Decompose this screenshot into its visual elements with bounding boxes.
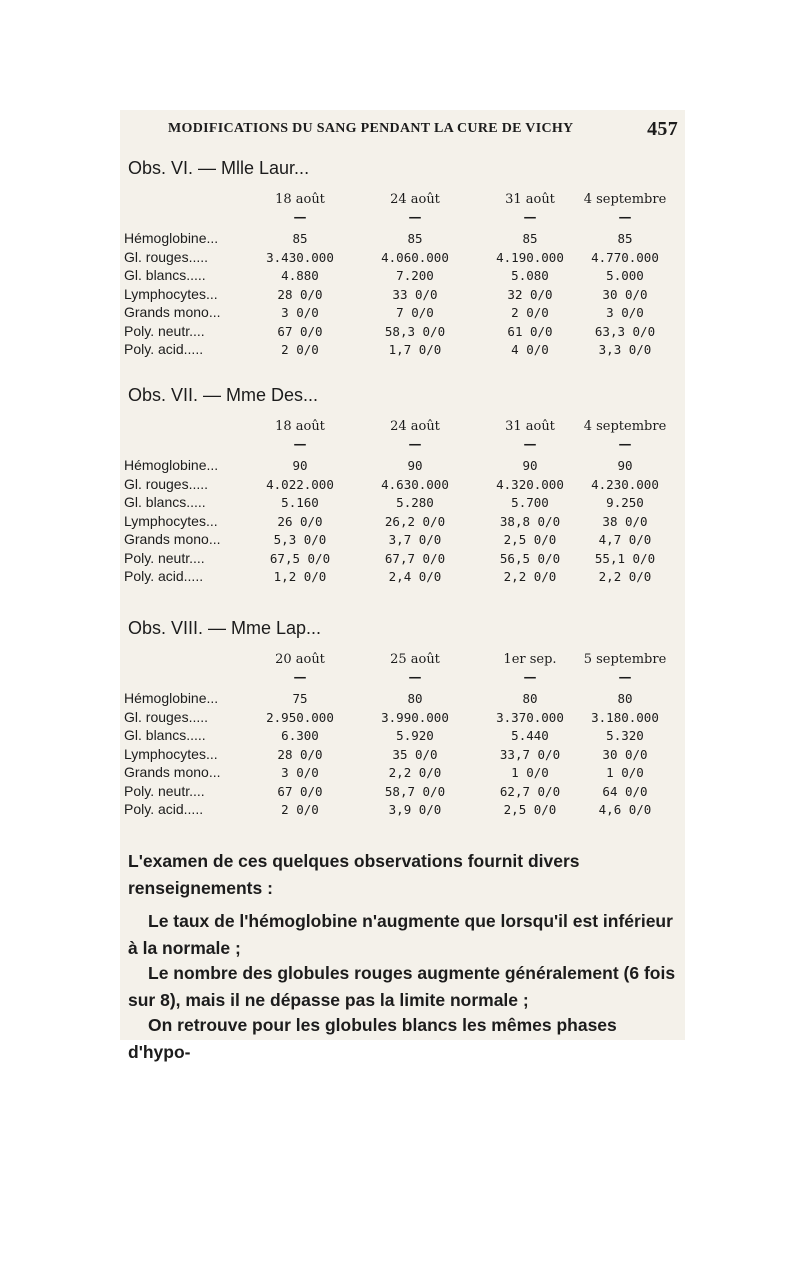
table-cell: 3 0/0 <box>281 765 319 780</box>
table-cell: 2,2 0/0 <box>503 569 557 584</box>
table-cell: 5.920 <box>396 728 434 743</box>
running-header <box>168 118 678 142</box>
row-label: Hémoglobine... <box>124 690 219 706</box>
table-cell: 90 <box>292 458 308 473</box>
table-cell: 33 0/0 <box>392 286 438 302</box>
date-column-header: 25 août <box>390 652 440 667</box>
table-cell: 61 0/0 <box>507 323 553 339</box>
column-rule: — <box>523 210 537 225</box>
table-cell: 67 0/0 <box>277 783 323 799</box>
table-cell: 30 0/0 <box>602 746 648 762</box>
column-rule: — <box>293 437 307 452</box>
column-rule: — <box>618 210 632 225</box>
column-rule: — <box>293 210 307 225</box>
row-label: Poly. neutr.... <box>124 322 205 339</box>
table-cell: 38,8 0/0 <box>499 513 561 529</box>
row-label: Gl. rouges..... <box>124 708 209 725</box>
table-cell: 4.630.000 <box>381 476 449 492</box>
table-cell: 4,6 0/0 <box>598 802 652 817</box>
column-rule: — <box>618 437 632 452</box>
table-cell: 2,2 0/0 <box>388 765 442 780</box>
table-cell: 62,7 0/0 <box>499 783 561 799</box>
date-column-header: 24 août <box>390 192 440 207</box>
paragraph-4: On retrouve pour les globules blancs les mêmes phases d'hypo- <box>128 1015 617 1062</box>
date-column-header: 4 septembre <box>583 192 667 207</box>
table-cell: 5.700 <box>511 495 549 510</box>
table-cell: 2,4 0/0 <box>388 569 442 584</box>
table-cell: 4.060.000 <box>381 249 449 265</box>
table-cell: 85 <box>292 231 308 246</box>
table-cell: 80 <box>617 691 633 706</box>
date-column-header: 31 août <box>505 419 555 434</box>
table-cell: 85 <box>407 231 423 246</box>
column-rule: — <box>293 670 307 685</box>
column-rule: — <box>523 670 537 685</box>
row-label: Gl. blancs..... <box>124 267 206 283</box>
table-cell: 5.160 <box>281 495 319 510</box>
running-title: MODIFICATIONS DU SANG PENDANT LA CURE DE VICHY <box>168 121 574 136</box>
row-label: Poly. neutr.... <box>124 549 205 566</box>
table-cell: 28 0/0 <box>277 746 323 762</box>
table-cell: 3,9 0/0 <box>388 802 442 817</box>
table-cell: 7.200 <box>396 268 434 283</box>
row-label: Gl. rouges..... <box>124 248 209 265</box>
row-label: Gl. rouges..... <box>124 475 209 492</box>
date-column-header: 18 août <box>275 192 325 207</box>
table-cell: 33,7 0/0 <box>499 746 561 762</box>
table-cell: 67,5 0/0 <box>269 550 331 566</box>
table-cell: 58,7 0/0 <box>384 783 446 799</box>
table-cell: 5.080 <box>511 268 549 283</box>
table-cell: 55,1 0/0 <box>594 550 656 566</box>
table-cell: 75 <box>292 691 308 706</box>
row-label: Hémoglobine... <box>124 457 219 473</box>
table-cell: 80 <box>407 691 423 706</box>
table-cell: 4.320.000 <box>496 476 564 492</box>
row-label: Lymphocytes... <box>124 512 218 529</box>
table-cell: 5.280 <box>396 495 434 510</box>
paragraph-3: Le nombre des globules rouges augmente généralement (6 fois sur 8), mais il ne dépasse pas la limite normale ; <box>128 963 676 1010</box>
page-number: 457 <box>647 118 678 140</box>
table-cell: 9.250 <box>606 495 644 510</box>
table-cell: 3.370.000 <box>496 709 564 725</box>
row-label: Hémoglobine... <box>124 230 219 246</box>
column-rule: — <box>408 670 422 685</box>
table-cell: 6.300 <box>281 728 319 743</box>
table-cell: 1 0/0 <box>511 765 549 780</box>
table-cell: 4.230.000 <box>591 476 659 492</box>
date-column-header: 5 septembre <box>583 652 667 667</box>
table-cell: 4 0/0 <box>511 342 549 357</box>
table-cell: 85 <box>617 231 633 246</box>
row-label: Lymphocytes... <box>124 285 218 302</box>
table-cell: 67,7 0/0 <box>384 550 446 566</box>
column-rule: — <box>618 670 632 685</box>
table-cell: 85 <box>522 231 538 246</box>
table-cell: 4.190.000 <box>496 249 564 265</box>
table-cell: 30 0/0 <box>602 286 648 302</box>
table-cell: 3.180.000 <box>591 709 659 725</box>
table-cell: 2.950.000 <box>266 709 334 725</box>
date-column-header: 31 août <box>505 192 555 207</box>
table-cell: 5.320 <box>606 728 644 743</box>
column-rule: — <box>408 210 422 225</box>
table-cell: 67 0/0 <box>277 323 323 339</box>
table-cell: 4.880 <box>281 268 319 283</box>
table-cell: 26 0/0 <box>277 513 323 529</box>
row-label: Grands mono... <box>124 531 221 547</box>
table-cell: 5.000 <box>606 268 644 283</box>
table-cell: 90 <box>407 458 423 473</box>
table-cell: 1,2 0/0 <box>273 569 327 584</box>
table-cell: 3.430.000 <box>266 249 334 265</box>
table-cell: 2 0/0 <box>281 802 319 817</box>
table-cell: 56,5 0/0 <box>499 550 561 566</box>
table-cell: 58,3 0/0 <box>384 323 446 339</box>
table-cell: 3 0/0 <box>281 305 319 320</box>
table-cell: 2,5 0/0 <box>503 532 557 547</box>
observation-heading: Obs. VII. — Mme Des... <box>128 385 319 405</box>
table-cell: 26,2 0/0 <box>384 513 446 529</box>
date-column-header: 1er sep. <box>503 652 557 667</box>
observation-heading: Obs. VI. — Mlle Laur... <box>128 158 310 178</box>
column-rule: — <box>408 437 422 452</box>
table-cell: 4,7 0/0 <box>598 532 652 547</box>
table-cell: 2 0/0 <box>511 305 549 320</box>
row-label: Poly. acid..... <box>124 341 204 357</box>
row-label: Gl. blancs..... <box>124 494 206 510</box>
observation-heading: Obs. VIII. — Mme Lap... <box>128 618 322 638</box>
table-cell: 90 <box>617 458 633 473</box>
table-cell: 63,3 0/0 <box>594 323 656 339</box>
table-cell: 4.022.000 <box>266 476 334 492</box>
table-cell: 2,2 0/0 <box>598 569 652 584</box>
date-column-header: 18 août <box>275 419 325 434</box>
paragraph-2: Le taux de l'hémoglobine n'augmente que lorsqu'il est inférieur à la normale ; <box>128 911 673 958</box>
date-column-header: 20 août <box>275 652 325 667</box>
table-cell: 3.990.000 <box>381 709 449 725</box>
row-label: Grands mono... <box>124 764 221 780</box>
row-label: Poly. acid..... <box>124 568 204 584</box>
table-cell: 4.770.000 <box>591 249 659 265</box>
table-cell: 2,5 0/0 <box>503 802 557 817</box>
table-cell: 5.440 <box>511 728 549 743</box>
row-label: Grands mono... <box>124 304 221 320</box>
table-cell: 90 <box>522 458 538 473</box>
table-cell: 1 0/0 <box>606 765 644 780</box>
table-cell: 2 0/0 <box>281 342 319 357</box>
column-rule: — <box>523 437 537 452</box>
table-cell: 80 <box>522 691 538 706</box>
table-cell: 7 0/0 <box>396 305 434 320</box>
date-column-header: 24 août <box>390 419 440 434</box>
table-cell: 3,7 0/0 <box>388 532 442 547</box>
row-label: Poly. neutr.... <box>124 782 205 799</box>
table-cell: 64 0/0 <box>602 783 648 799</box>
table-cell: 3 0/0 <box>606 305 644 320</box>
table-cell: 3,3 0/0 <box>598 342 652 357</box>
row-label: Poly. acid..... <box>124 801 204 817</box>
table-cell: 38 0/0 <box>602 513 648 529</box>
table-cell: 32 0/0 <box>507 286 553 302</box>
table-cell: 35 0/0 <box>392 746 438 762</box>
row-label: Gl. blancs..... <box>124 727 206 743</box>
table-cell: 28 0/0 <box>277 286 323 302</box>
row-label: Lymphocytes... <box>124 745 218 762</box>
table-cell: 5,3 0/0 <box>273 532 327 547</box>
date-column-header: 4 septembre <box>583 419 667 434</box>
paragraph-1: L'examen de ces quelques observations fournit divers renseignements : <box>128 851 580 898</box>
table-cell: 1,7 0/0 <box>388 342 442 357</box>
